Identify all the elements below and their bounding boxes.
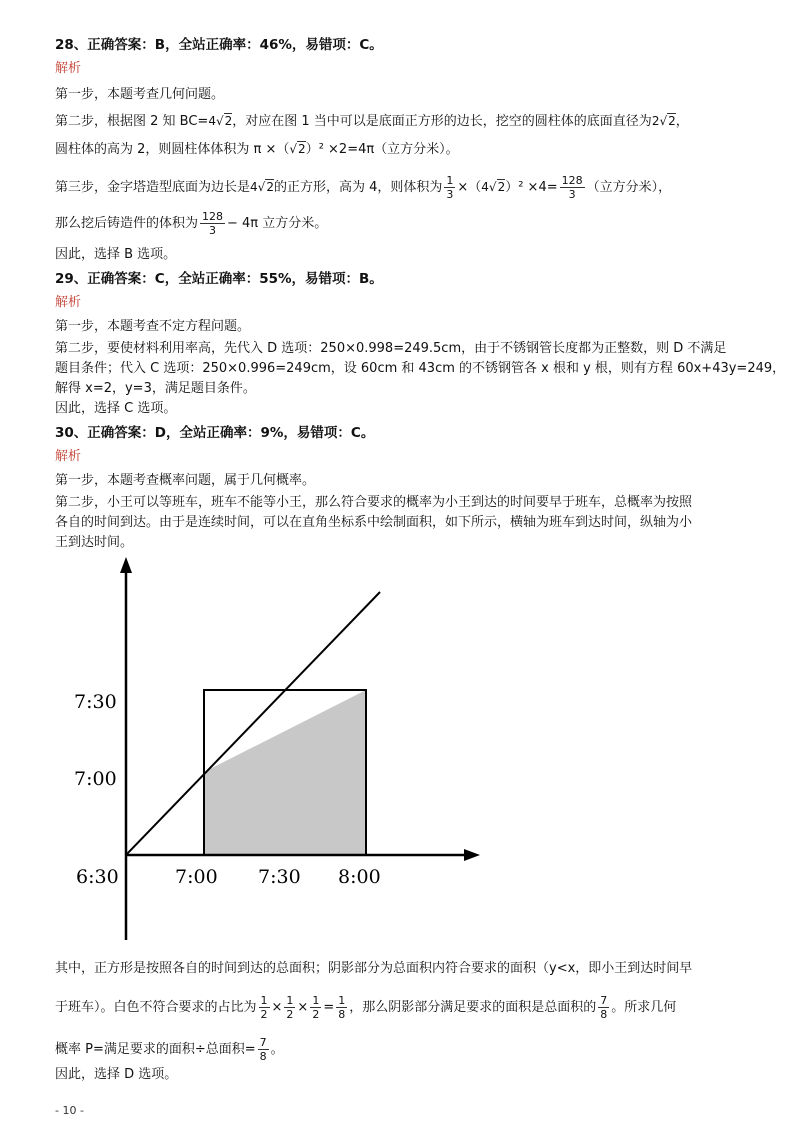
probability-diagram	[60, 555, 500, 950]
sqrt-expr: 4√2	[250, 180, 274, 194]
q28-conclusion: 因此，选择 B 选项。	[55, 247, 177, 262]
page-number: - 10 -	[55, 1104, 84, 1117]
sqrt-expr: √2	[289, 142, 306, 156]
q28-step1: 第一步，本题考查几何问题。	[55, 87, 225, 102]
x-axis-arrow	[464, 849, 480, 861]
y-tick-label: 7:30	[74, 691, 117, 713]
q30-conclusion: 因此，选择 D 选项。	[55, 1067, 178, 1082]
q29-step2a: 第二步，要使材料利用率高，先代入 D 选项：250×0.998=249.5cm，由于不锈钢管长度都为正整数，则 D 不满足	[55, 341, 727, 356]
fraction: $\frac{128}{3}$	[202, 210, 224, 237]
q30-header: 30、正确答案：D，全站正确率：9%，易错项：C。	[55, 425, 375, 441]
q28-step3b: 那么挖后铸造件的体积为 $\frac{128}{3}$ − 4π 立方分米。	[55, 210, 328, 237]
fraction: $\frac{1}{3}$	[446, 174, 454, 201]
q28-step2b: 圆柱体的高为 2，则圆柱体体积为 π ×（√2）² ×2=4π（立方分米）。	[55, 142, 459, 157]
sqrt-expr: 2√2	[651, 114, 676, 128]
q29-conclusion: 因此，选择 C 选项。	[55, 401, 177, 416]
q29-step2b: 题目条件；代入 C 选项：250×0.996=249cm，设 60cm 和 43cm 的不锈钢管各 x 根和 y 根，则有方程 60x+43y=249，	[55, 361, 786, 376]
fraction: $\frac{1}{2}$	[312, 994, 320, 1021]
q30-after3: 概率 P=满足要求的面积÷总面积= $\frac{7}{8}$ 。	[55, 1036, 284, 1063]
fraction: $\frac{128}{3}$	[561, 174, 583, 201]
q28-step2a: 第二步，根据图 2 知 BC=4√2，对应在图 1 当中可以是底面正方形的边长，挖空的圆柱体的底面直径为2√2，	[55, 114, 689, 129]
y-axis-arrow	[120, 557, 132, 573]
text-span: 第二步，根据图 2 知 BC=	[55, 114, 209, 129]
x-tick-label: 7:30	[258, 866, 301, 888]
fraction: $\frac{7}{8}$	[259, 1036, 267, 1063]
sqrt-expr: 4√2	[208, 114, 233, 128]
q30-step2b: 各自的时间到达。由于是连续时间，可以在直角坐标系中绘制面积，如下所示，横轴为班车到达时间，纵轴为小	[55, 515, 693, 530]
fraction: $\frac{1}{2}$	[260, 994, 268, 1021]
q30-step1: 第一步，本题考查概率问题，属于几何概率。	[55, 473, 316, 488]
q30-step2c: 王到达时间。	[55, 535, 134, 550]
q29-header: 29、正确答案：C，全站正确率：55%，易错项：B。	[55, 271, 383, 287]
q30-step2a: 第二步，小王可以等班车，班车不能等小王，那么符合要求的概率为小王到达的时间要早于班车，总概率为按照	[55, 495, 693, 510]
q29-step2c: 解得 x=2，y=3，满足题目条件。	[55, 381, 256, 396]
q28-header: 28、正确答案：B，全站正确率：46%，易错项：C。	[55, 37, 383, 53]
q29-jiexi: 解析	[55, 295, 82, 310]
q30-after2: 于班车）。白色不符合要求的占比为 $\frac{1}{2}$ × $\frac{1}{2}$ × $\frac{1}{2}$ = $\frac{1}{8}$ ，那么阴影部分满足要求的面积是总面积的 $\frac{7}{8}$ 。所求几何	[55, 994, 677, 1021]
x-tick-label: 8:00	[338, 866, 381, 888]
x-tick-label: 6:30	[76, 866, 119, 888]
fraction: $\frac{1}{2}$	[286, 994, 294, 1021]
sqrt-expr: 4√2	[481, 180, 506, 194]
q29-step1: 第一步，本题考查不定方程问题。	[55, 319, 251, 334]
q30-jiexi: 解析	[55, 449, 82, 464]
shaded-region	[204, 690, 366, 855]
q30-after1: 其中，正方形是按照各自的时间到达的总面积；阴影部分为总面积内符合要求的面积（y<x，即小王到达时间早	[55, 961, 693, 976]
x-tick-label: 7:00	[175, 866, 218, 888]
q28-step3: 第三步，金字塔造型底面为边长是4√2的正方形，高为 4，则体积为 $\frac{1}{3}$ ×（4√2）² ×4= $\frac{128}{3}$ （立方分米），	[55, 174, 672, 201]
fraction: $\frac{1}{8}$	[338, 994, 346, 1021]
y-tick-label: 7:00	[74, 768, 117, 790]
q28-jiexi: 解析	[55, 61, 82, 76]
text-span: ，对应在图 1 当中可以是底面正方形的边长，挖空的圆柱体的底面直径为	[232, 114, 652, 129]
fraction: $\frac{7}{8}$	[600, 994, 608, 1021]
